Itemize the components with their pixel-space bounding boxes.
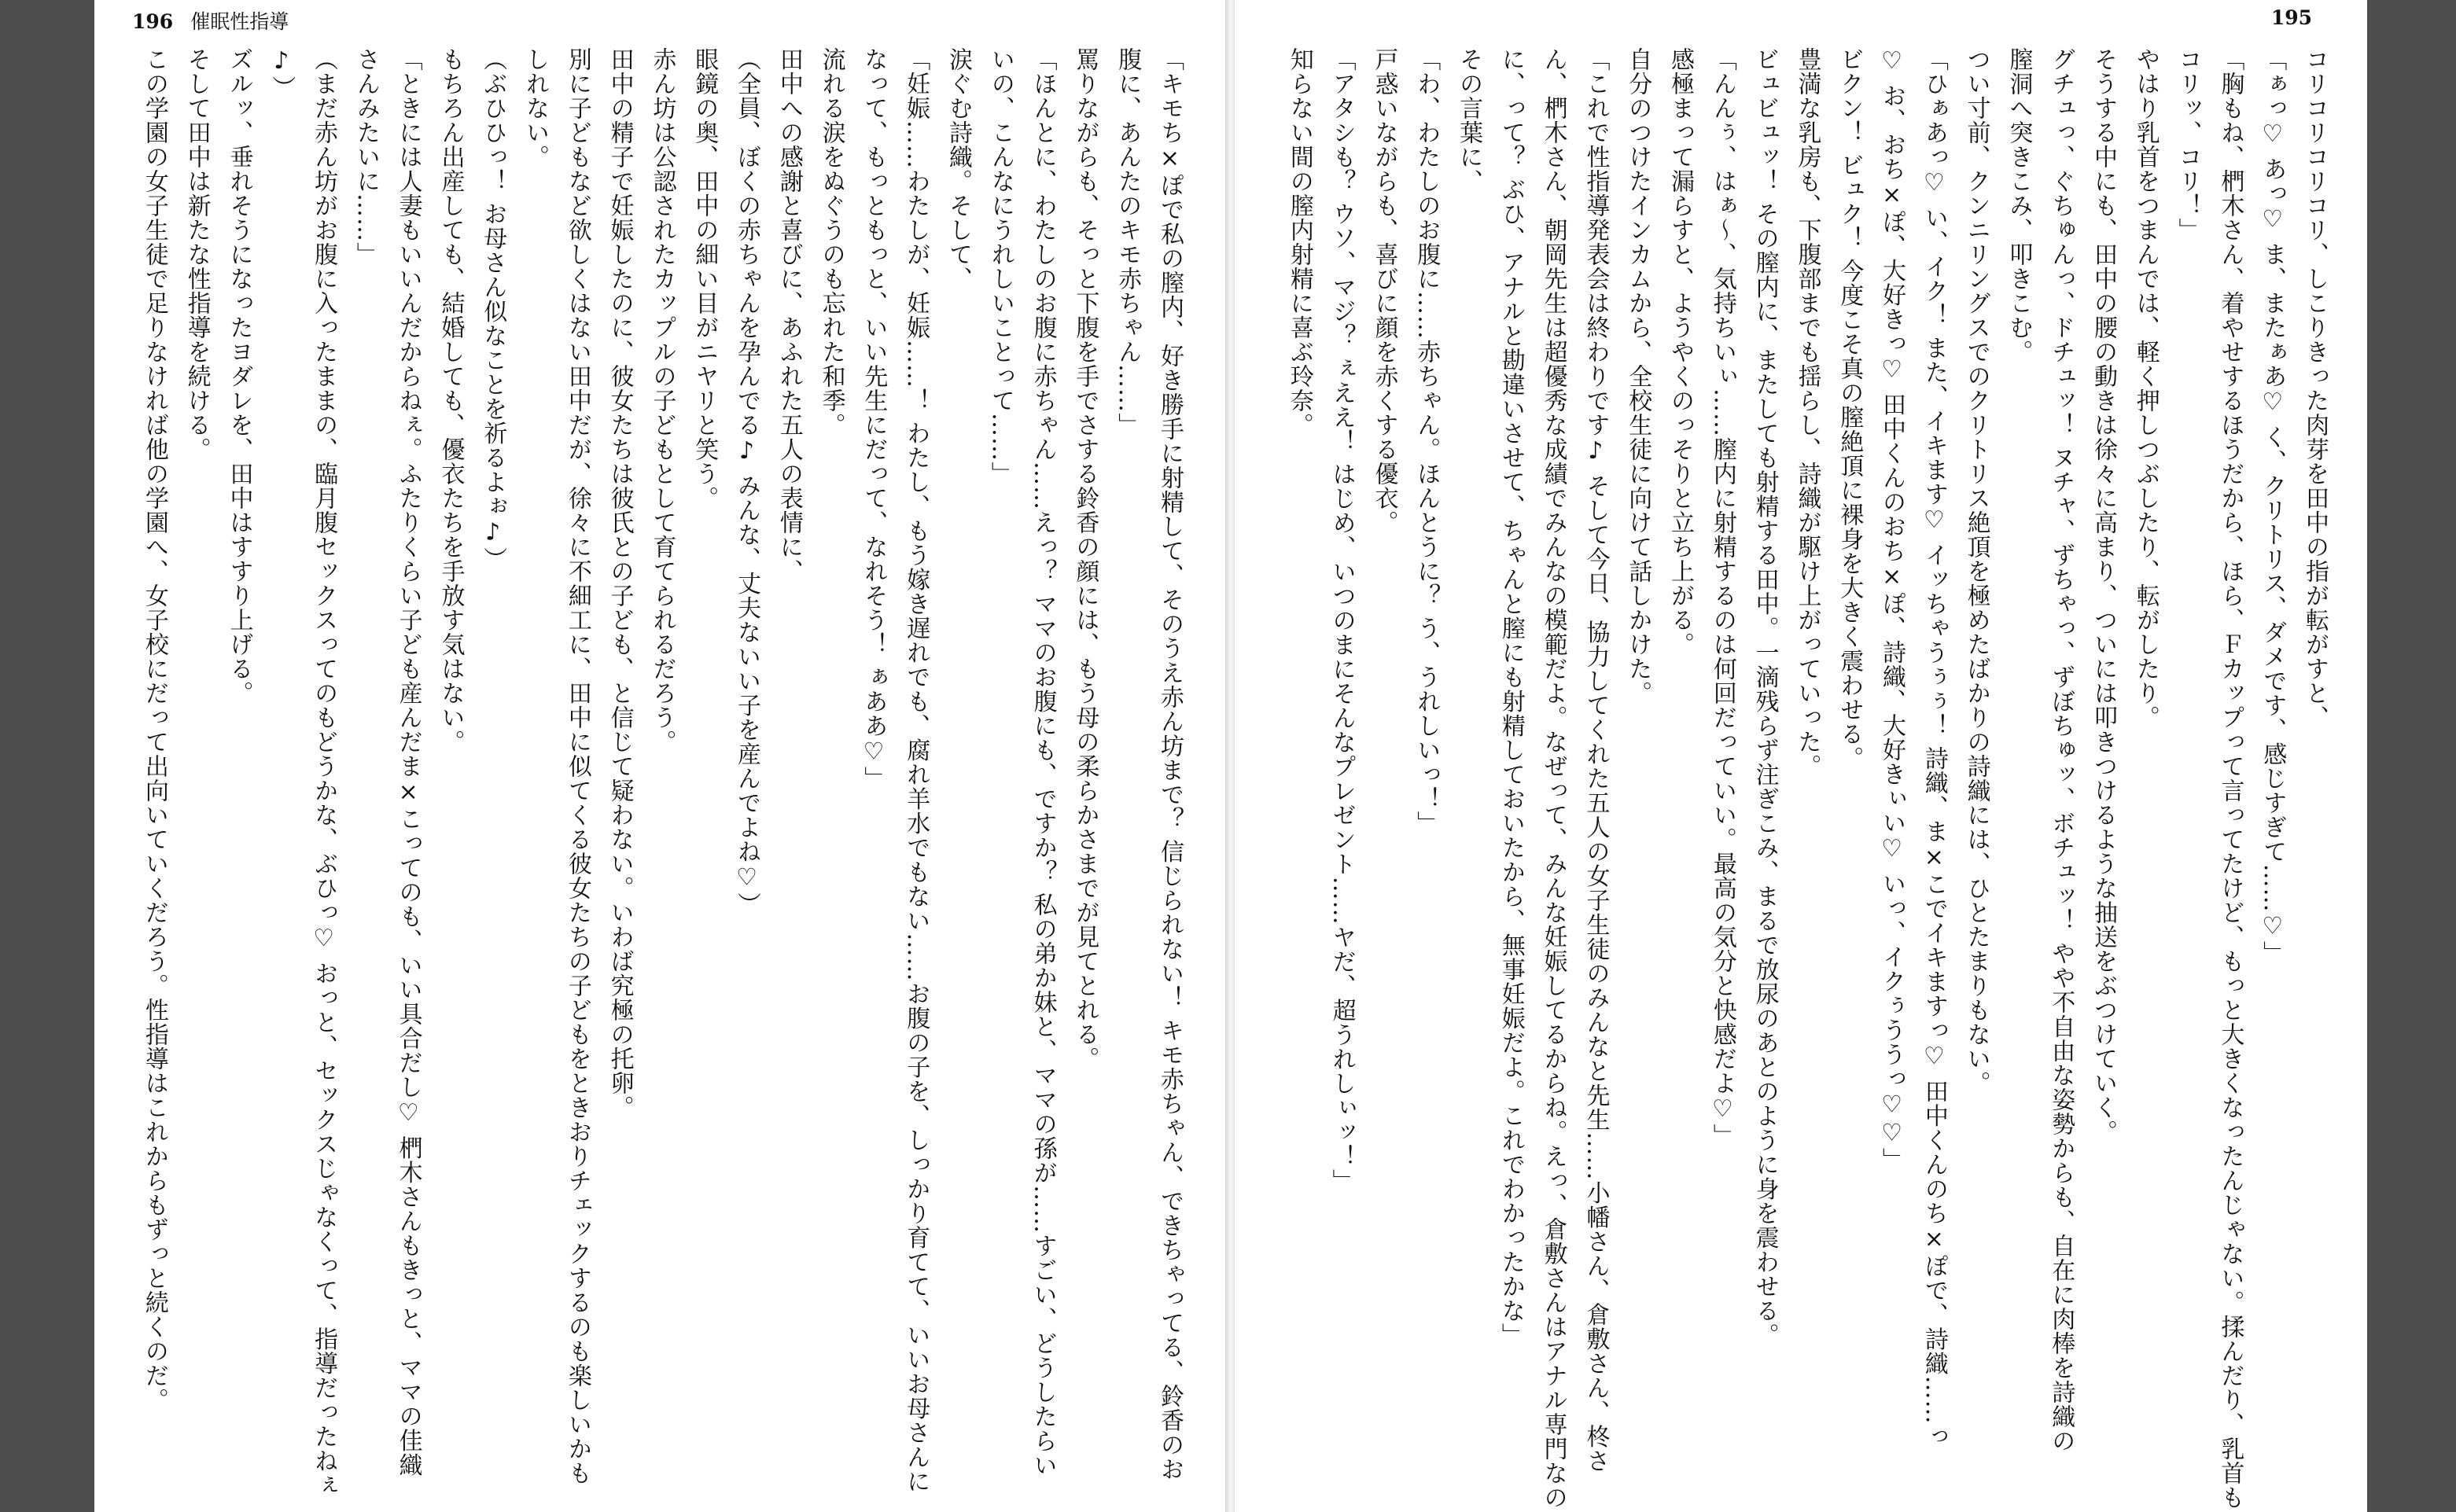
text-line: 「キモち×ぽで私の膣内、好き勝手に射精して、そのうえ赤ん坊まで？ 信じられない！ キモ赤ちゃん、できちゃってる、鈴香のお [1156,47,1184,1482]
text-line: 「アタシも？ ウソ、マジ？ ぇええ！ はじめ、いつのまにそんなプレゼント……ヤだ、超うれしぃッ！」 [1327,47,1356,1194]
text-line: 戸惑いながらも、喜びに顔を赤くする優衣。 [1370,47,1398,535]
text-line: 腹に、あんたのキモ赤ちゃん……」 [1114,47,1142,437]
text-line: もちろん出産しても、結婚しても、優衣たちを手放す気はない。 [436,47,465,754]
text-line: コリコリコリコリ、しこりきった肉芽を田中の指が転がすと、 [2301,47,2329,730]
text-line: 田中の精子で妊娠したのに、彼女たちは彼氏との子ども、と信じて疑わない。いわば究極の托卵。 [606,47,634,1120]
text-line: グチュっ、ぐちゅんっ、ドチュッ！ ヌチャ、ずちゃっ、ずぼちゅッ、ボチュッ！ やや不自由な姿勢からも、自在に肉棒を詩織の [2047,47,2075,1454]
text-line: ビュビュッ！ その膣内に、またしても射精する田中。一滴残らず注ぎこみ、まるで放尿のあとのように身を震わせる。 [1751,47,1779,1348]
running-head-right [2271,6,2329,29]
text-line: 自分のつけたインカムから、全校生徒に向けて話しかけた。 [1624,47,1652,705]
page-196 [94,0,1227,1512]
text-line: 「ときには人妻もいいんだからねぇ。ふたりくらい子ども産んだま×こってのも、いい具合だし♡ 椚木さんもきっと、ママの佳織 [394,47,422,1477]
page-number: 196 [132,10,174,33]
text-line: つい寸前、クンニリングスでのクリトリス絶頂を極めたばかりの詩織には、ひとたまりもない。 [1962,47,1990,1095]
text-line: 別に子どもなど欲しくはない田中だが、徐々に不細工に、田中に似てくる彼女たちの子どもをときおりチェックするのも楽しいかも [563,47,591,1485]
text-line: 知らない間の膣内射精に喜ぶ玲奈。 [1285,47,1313,437]
text-line: この学園の女子生徒で足りなければ他の学園へ、女子校にだって出向いていくだろう。性指導はこれからもずっと続くのだ。 [140,47,168,1412]
text-line: 「ほんとに、わたしのお腹に赤ちゃん……えっ？ ママのお腹にも、ですか？ 私の弟か妹と、ママの孫が……すごい、どうしたらい [1029,47,1057,1478]
vertical-text-body [140,47,1191,1498]
text-line: 「妊娠……わたしが、妊娠……！ わたし、もう嫁き遅れでも、腐れ羊水でもない……お腹の子を、しっかり育てて、いいお母さんに [902,47,930,1494]
text-line: いの、こんなにうれしいことって……」 [986,47,1014,486]
text-line: そして田中は新たな性指導を続ける。 [182,47,211,462]
running-head-left [132,6,289,35]
text-line: コリッ、コリ！」 [2174,47,2202,242]
text-line: 罵りながらも、そっと下腹を手でさする鈴香の顔には、もう母の柔らかさまでが見てとれる。 [1071,47,1099,1071]
page-number: 195 [2270,6,2312,29]
text-line: （全員、ぼくの赤ちゃんを孕んでる♪ みんな、丈夫ないい子を産んでよね♡） [733,47,761,917]
text-line: ♡ お、おち×ぽ、大好きっ♡ 田中くんのおち×ぽ、詩織、大好きぃい♡ いっ、イクぅううっ♡♡」 [1878,47,1906,1172]
page-195 [1235,0,2367,1512]
text-line: に、って？ ぶひ、アナルと勘違いさせて、ちゃんと膣にも射精しておいたから、無事妊娠だよ。これでわかったかな」 [1497,47,1525,1348]
text-line: ズルッ、垂れそうになったヨダレを、田中はすすり上げる。 [225,47,253,705]
text-line: その言葉に、 [1455,47,1483,193]
text-line: 「胸もね、椚木さん、着やせするほうだから、ほら、Ｆカップって言ってたけど、もっと大きくなったんじゃない。揉んだり、乳首も [2216,47,2244,1510]
text-line: さんみたいに……」 [352,47,380,267]
text-line: 感極まって漏らすと、ようやくのっそりと立ち上がる。 [1666,47,1695,657]
text-line: 「んんぅ、はぁ～、気持ちいぃ……膣内に射精するのは何回だっていい。最高の気分と快感だよ♡」 [1708,47,1736,1148]
text-line: ♪） [267,47,296,100]
text-line: 眼鏡の奥、田中の細い目がニヤリと笑う。 [690,47,719,510]
text-line: 流れる涙をぬぐうのも忘れた和季。 [817,47,845,437]
text-line: 「わ、わたしのお腹に……赤ちゃん。ほんとうに？ う、うれしいっ！」 [1412,47,1441,836]
text-line: 豊満な乳房も、下腹部までも揺らし、詩織が駆け上がっていった。 [1793,47,1821,778]
text-line: 膣洞へ突きこみ、叩きこむ。 [2005,47,2033,364]
text-line: 涙ぐむ詩織。そして、 [944,47,973,291]
text-line: そうする中にも、田中の腰の動きは徐々に高まり、ついには叩きつけるような抽送をぶつけていく。 [2090,47,2118,1144]
text-line: やはり乳首をつまんでは、軽く押しつぶしたり、転がしたり。 [2131,47,2160,730]
text-line: 田中への感謝と喜びに、あふれた五人の表情に、 [775,47,803,583]
text-line: 「ひぁあっ♡ い、イク！ また、イキます♡ イッちゃうぅぅ！ 詩織、ま×こでイキますっ♡ 田中くんのち×ぽで、詩織……っ [1920,47,1948,1449]
text-line: ビクン！ ビュク！ 今度こそ真の膣絶頂に裸身を大きく震わせる。 [1836,47,1864,771]
text-line: 「これで性指導発表会は終わりです♪ そして今日、協力してくれた五人の女子生徒のみんなと先生……小幡さん、倉敷さん、柊さ [1581,47,1610,1473]
vertical-text-body [1285,47,2336,1510]
text-line: なって、もっともっと、いい先生にだって、なれそう！ ぁああ♡」 [860,47,888,791]
text-line: 「ぁっ♡ あっ♡ ま、またぁあ♡ く、クリトリス、ダメです、感じすぎて……♡」 [2259,47,2287,966]
text-line: 赤ん坊は公認されたカップルの子どもとして育てられるだろう。 [648,47,676,754]
text-line: （まだ赤ん坊がお腹に入ったままの、臨月腹セックスってのもどうかな、ぶひっ♡ おっと、セックスじゃなくって、指導だったねぇ [310,47,338,1498]
text-line: ん、椚木さん、朝岡先生は超優秀な成績でみんなの模範だよ。なぜって、みんな妊娠してるからね。えっ、倉敷さんはアナル専門なの [1539,47,1567,1510]
text-line: （ぶひひっ！ お母さん似なことを祈るよぉ♪） [479,47,507,572]
running-title: 催眠性指導 [190,10,289,33]
text-line: しれない。 [521,47,550,169]
